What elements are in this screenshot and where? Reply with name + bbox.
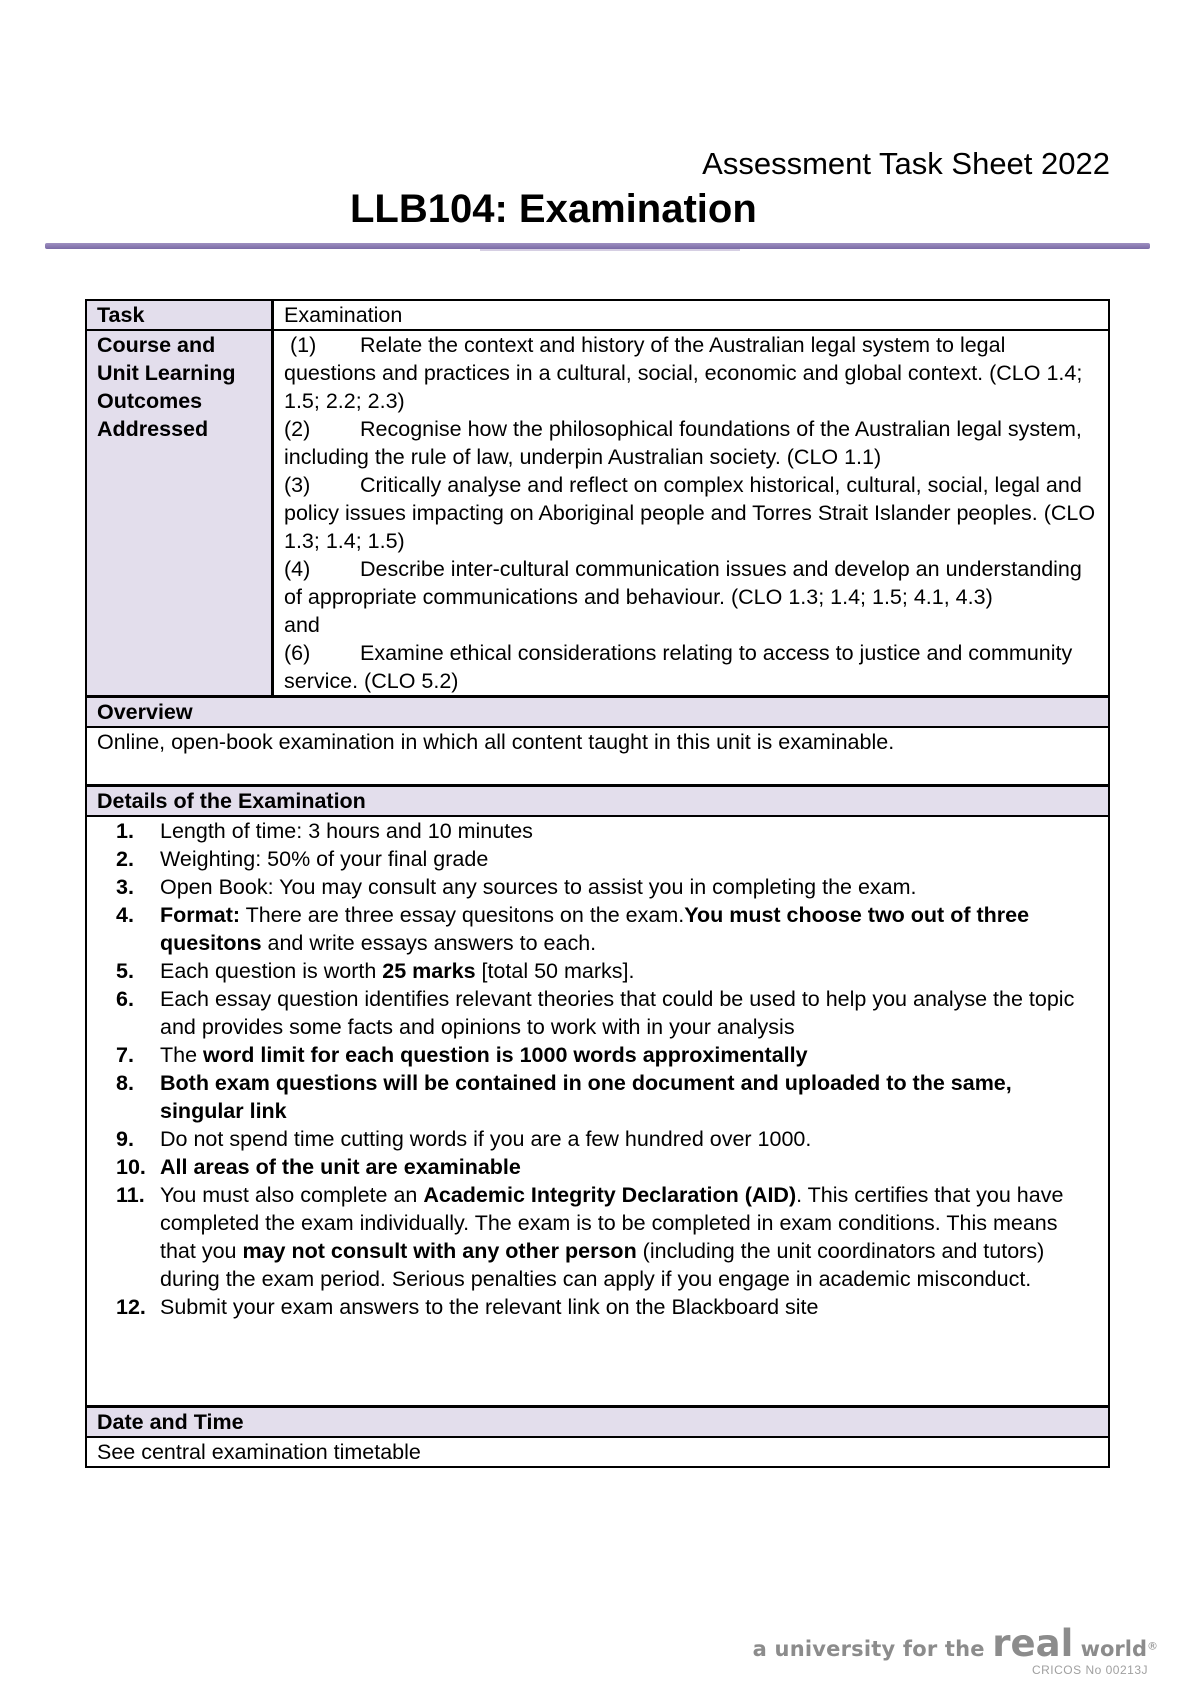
- logo-real: real: [992, 1622, 1074, 1665]
- logo-tagline: a university for the: [752, 1637, 993, 1661]
- overview-row: [86, 727, 1109, 786]
- outcome-number: (2): [284, 417, 311, 441]
- details-item-text: Both exam questions will be contained in one document and uploaded to the same, singular link: [160, 1071, 1018, 1123]
- page-subtitle: Assessment Task Sheet 2022: [702, 146, 1110, 181]
- outcomes-label: [86, 330, 273, 697]
- outcome-item: [284, 639, 1098, 695]
- details-item-number: 2.: [116, 847, 134, 871]
- overview-text: Online, open-book examination in which all content taught in this unit is examinable.: [86, 727, 1109, 786]
- registered-mark: ®: [1147, 1639, 1158, 1653]
- outcome-text: Describe inter-cultural communication issues and develop an understanding of appropriate communications and behaviour. (CLO 1.3; 1.4; 1.5; 4.1, 4.3): [284, 557, 1082, 609]
- outcome-number: (1): [284, 333, 317, 357]
- university-logo: [753, 1622, 1158, 1665]
- header-divider-shadow: [480, 249, 740, 251]
- outcomes-label-line: Addressed: [97, 417, 209, 441]
- details-heading: Details of the Examination: [86, 786, 1109, 817]
- details-item: [97, 901, 1098, 957]
- logo-world: world: [1073, 1637, 1147, 1661]
- details-item-text: and write essays answers to each.: [261, 931, 597, 955]
- outcome-item: [284, 331, 1098, 415]
- overview-heading: Overview: [86, 697, 1109, 728]
- details-item-text: (including the unit coordinators and tutors) during the exam period. Serious penalties can apply if you engage in academic misconduct.: [160, 1239, 1051, 1291]
- details-item: [97, 1181, 1098, 1293]
- details-item: [97, 817, 1098, 845]
- assessment-table: [85, 299, 1110, 1468]
- details-item: [97, 845, 1098, 873]
- details-item-text: Length of time: 3 hours and 10 minutes: [160, 819, 533, 843]
- details-item-text: . This certifies that you have completed the exam individually. The exam is to be completed in exam conditions. This means that you: [160, 1183, 1070, 1263]
- outcome-item: [284, 555, 1098, 611]
- details-item-text: You must choose two out of three quesitons: [160, 903, 1036, 955]
- details-item-text: The: [160, 1043, 204, 1067]
- outcome-text: Critically analyse and reflect on complex historical, cultural, social, legal and policy issues impacting on Aboriginal people and Torres Strait Islander peoples. (CLO 1.3; 1.4; 1.5): [284, 473, 1096, 553]
- details-item-text: word limit for each question is 1000 words approximentally: [203, 1043, 808, 1067]
- details-item-number: 12.: [116, 1295, 146, 1319]
- details-item: [97, 1293, 1098, 1321]
- details-item-number: 4.: [116, 903, 134, 927]
- details-row: [86, 816, 1109, 1407]
- details-list: [97, 817, 1098, 1321]
- outcome-number: (4): [284, 557, 311, 581]
- details-item-text: 25 marks: [382, 959, 476, 983]
- outcome-number: (6): [284, 641, 311, 665]
- overview-heading-row: [86, 697, 1109, 728]
- outcomes-list: [273, 330, 1110, 697]
- details-item-number: 7.: [116, 1043, 134, 1067]
- details-item-number: 10.: [116, 1155, 146, 1179]
- details-item-number: 11.: [116, 1183, 145, 1207]
- outcome-item: [284, 415, 1098, 471]
- details-item: [97, 1125, 1098, 1153]
- details-item: [97, 1041, 1098, 1069]
- details-item-number: 1.: [116, 819, 134, 843]
- details-item-text: All areas of the unit are examinable: [160, 1155, 521, 1179]
- date-time-text: See central examination timetable: [86, 1437, 1109, 1467]
- details-item-text: may not consult with any other person: [242, 1239, 637, 1263]
- outcome-text: Recognise how the philosophical foundations of the Australian legal system, including the rule of law, underpin Australian society. (CLO 1.1): [284, 417, 1082, 469]
- details-item: [97, 957, 1098, 985]
- details-cell: [86, 816, 1109, 1407]
- outcome-item: [284, 471, 1098, 555]
- outcomes-label-line: Unit Learning: [97, 361, 236, 385]
- outcome-text: Examine ethical considerations relating to access to justice and community service. (CLO 5.2): [284, 641, 1073, 693]
- details-item: [97, 1153, 1098, 1181]
- outcome-number: (3): [284, 473, 311, 497]
- details-item-text: Format:: [160, 903, 241, 927]
- details-item-text: Weighting: 50% of your final grade: [160, 847, 489, 871]
- outcomes-label-line: Course and: [97, 333, 216, 357]
- outcome-text: Relate the context and history of the Australian legal system to legal questions and practices in a cultural, social, economic and global context. (CLO 1.4; 1.5; 2.2; 2.3): [284, 333, 1083, 413]
- details-item-text: Open Book: You may consult any sources to assist you in completing the exam.: [160, 875, 917, 899]
- details-item-number: 3.: [116, 875, 134, 899]
- details-item-text: There are three essay quesitons on the exam.: [240, 903, 685, 927]
- details-item-text: Each question is worth: [160, 959, 383, 983]
- task-row: [86, 300, 1109, 330]
- details-heading-row: [86, 786, 1109, 817]
- details-item-number: 6.: [116, 987, 134, 1011]
- details-item-text: You must also complete an: [160, 1183, 424, 1207]
- date-time-row: [86, 1437, 1109, 1467]
- details-item: [97, 1069, 1098, 1125]
- outcomes-label-line: Outcomes: [97, 389, 203, 413]
- details-item-text: Academic Integrity Declaration (AID): [423, 1183, 797, 1207]
- details-item-number: 8.: [116, 1071, 134, 1095]
- date-time-heading: Date and Time: [86, 1407, 1109, 1438]
- outcomes-row: [86, 330, 1109, 697]
- details-item: [97, 873, 1098, 901]
- details-item-text: [total 50 marks].: [475, 959, 635, 983]
- details-item-number: 5.: [116, 959, 134, 983]
- details-item-text: Each essay question identifies relevant theories that could be used to help you analyse the topic and provides some facts and opinions to work with in your analysis: [160, 987, 1081, 1039]
- details-item-text: Submit your exam answers to the relevant link on the Blackboard site: [160, 1295, 819, 1319]
- cricos-number: CRICOS No 00213J: [1031, 1663, 1148, 1677]
- outcome-conjunction: and: [284, 613, 320, 637]
- page-title: LLB104: Examination: [350, 187, 757, 231]
- date-time-heading-row: [86, 1407, 1109, 1438]
- details-item-text: Do not spend time cutting words if you are a few hundred over 1000.: [160, 1127, 812, 1151]
- task-label: Task: [86, 300, 273, 330]
- details-item-number: 9.: [116, 1127, 134, 1151]
- task-value: Examination: [273, 300, 1110, 330]
- details-item: [97, 985, 1098, 1041]
